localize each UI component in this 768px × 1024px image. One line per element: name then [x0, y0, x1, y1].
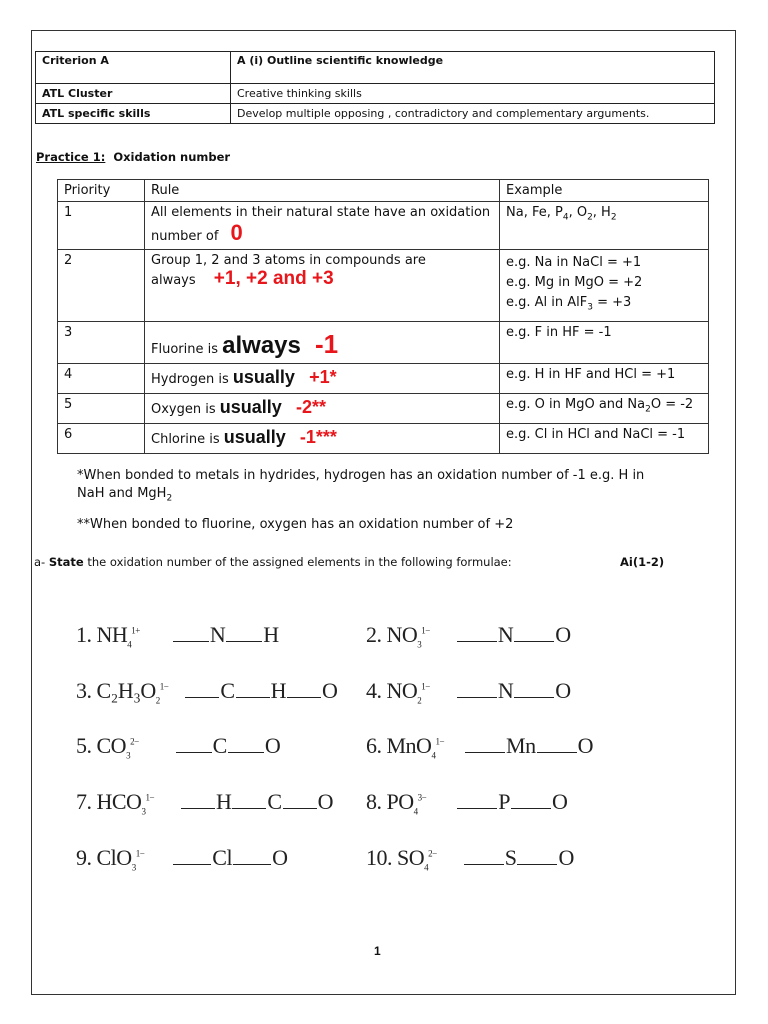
- answer-blank[interactable]: [287, 679, 321, 698]
- formula-number: 7.: [76, 789, 92, 814]
- element-label: O: [555, 678, 571, 703]
- rule-cell: [145, 202, 500, 250]
- priority-cell: 4: [58, 363, 145, 393]
- formula-item-8: [366, 789, 568, 816]
- formula-charge: 1−: [135, 848, 145, 859]
- footnote-oxygen: **When bonded to fluorine, oxygen has an oxidation number of +2: [77, 517, 514, 532]
- rule-text: always: [151, 273, 196, 288]
- practice-label: Practice 1:: [36, 150, 106, 164]
- formula-number: 4.: [366, 678, 382, 703]
- rule-text: All elements in their natural state have an oxidation number of: [151, 205, 491, 244]
- atl-skills-row: [36, 104, 715, 124]
- formula-item-7: [76, 789, 334, 816]
- formula-number: 3.: [76, 678, 92, 703]
- question-text: the oxidation number of the assigned elements in the following formulae:: [83, 555, 512, 569]
- criterion-table: [35, 51, 715, 124]
- example-cell: e.g. Cl in HCl and NaCl = -1: [500, 423, 709, 453]
- element-label: H: [216, 789, 232, 814]
- formula-item-2: [366, 622, 572, 649]
- page-number: 1: [374, 944, 381, 958]
- rule-cell: [145, 250, 500, 322]
- formula-item-3: [76, 678, 338, 705]
- answer-blank[interactable]: [537, 734, 577, 753]
- answer-blank[interactable]: [511, 790, 551, 809]
- element-label: C: [267, 789, 282, 814]
- formula-name: SO: [397, 845, 425, 870]
- example-cell: e.g. F in HF = -1: [500, 321, 709, 363]
- formula-item-1: [76, 622, 280, 649]
- practice-title: Oxidation number: [113, 150, 231, 164]
- question-prefix: a-: [34, 555, 49, 569]
- practice-heading: [36, 150, 230, 164]
- formula-charge: 1+: [131, 625, 140, 636]
- formula-subscript: 3: [141, 806, 146, 817]
- example-cell: [500, 393, 709, 423]
- atl-skills-key: ATL specific skills: [36, 104, 231, 124]
- answer-blank[interactable]: [232, 790, 266, 809]
- atl-cluster-value: Creative thinking skills: [231, 84, 715, 104]
- formula-item-6: [366, 733, 594, 760]
- rule-text: Chlorine is: [151, 431, 220, 447]
- answer-blank[interactable]: [457, 623, 497, 642]
- formula-subscript: 4: [431, 750, 436, 761]
- formula-subscript: 3: [417, 639, 422, 650]
- rules-table: [57, 179, 709, 454]
- answer-blank[interactable]: [173, 846, 211, 865]
- footnote-subscript: 2: [166, 493, 173, 504]
- question-verb: State: [48, 555, 84, 569]
- answer-blank[interactable]: [457, 790, 497, 809]
- formula-subscript: 3: [131, 862, 136, 873]
- element-label: N: [497, 622, 514, 647]
- formula-subscript: 4: [413, 806, 418, 817]
- rules-header-row: [58, 180, 709, 202]
- formula-number: 5.: [76, 733, 92, 758]
- rule-emphasis: always: [222, 331, 301, 359]
- footnote-hydrogen: [77, 467, 644, 508]
- criterion-key: Criterion A: [36, 52, 231, 84]
- header-rule: Rule: [145, 180, 500, 202]
- criterion-row: [36, 52, 715, 84]
- priority-cell: 3: [58, 321, 145, 363]
- element-label: N: [497, 678, 514, 703]
- formula-subscript: 4: [127, 639, 132, 650]
- element-label: C: [220, 678, 235, 703]
- element-label: O: [272, 845, 288, 870]
- formula-subscript: 3: [126, 750, 131, 761]
- formula-name: ClO: [96, 845, 132, 870]
- formula-charge: 2−: [428, 848, 437, 859]
- formula-number: 8.: [366, 789, 382, 814]
- formula-name: NO: [386, 622, 418, 647]
- answer-blank[interactable]: [228, 734, 264, 753]
- formula-number: 2.: [366, 622, 382, 647]
- rule-cell: [145, 321, 500, 363]
- element-label: H: [270, 678, 286, 703]
- assessment-code: Ai(1-2): [620, 555, 665, 569]
- formula-name: MnO: [386, 733, 432, 758]
- formula-subscript: 2: [417, 695, 422, 706]
- rule-row-2: [58, 250, 709, 322]
- answer-blank[interactable]: [457, 679, 497, 698]
- rule-answer: +1, +2 and +3: [213, 268, 334, 289]
- answer-blank[interactable]: [283, 790, 317, 809]
- formula-number: 9.: [76, 845, 92, 870]
- example-text: e.g. Al in AlF: [506, 295, 588, 310]
- answer-blank[interactable]: [173, 623, 209, 642]
- footnote-line: *When bonded to metals in hydrides, hydrogen has an oxidation number of -1 e.g. H in: [77, 468, 645, 483]
- atl-skills-value: Develop multiple opposing , contradictory and complementary arguments.: [231, 104, 715, 124]
- element-label: N: [209, 622, 226, 647]
- example-text: = +3: [592, 295, 632, 310]
- rule-cell: [145, 423, 500, 453]
- answer-blank[interactable]: [233, 846, 271, 865]
- formula-charge: 3−: [417, 792, 427, 803]
- formula-item-5: [76, 733, 281, 760]
- rule-answer: -1***: [299, 426, 337, 447]
- element-label: C: [212, 733, 227, 758]
- formula-item-4: [366, 678, 572, 705]
- priority-cell: 5: [58, 393, 145, 423]
- rule-row-4: [58, 363, 709, 393]
- rule-row-6: [58, 423, 709, 453]
- example-line: e.g. Na in NaCl = +1: [506, 255, 642, 270]
- example-subscript: 3: [587, 302, 593, 313]
- formula-item-9: [76, 845, 288, 872]
- element-label: S: [504, 845, 517, 870]
- formula-charge: 2−: [130, 736, 139, 747]
- footnote-line: [77, 485, 644, 508]
- criterion-value: A (i) Outline scientific knowledge: [231, 52, 715, 84]
- answer-blank[interactable]: [185, 679, 219, 698]
- formula-number: 1.: [76, 622, 92, 647]
- rule-text: Group 1, 2 and 3 atoms in compounds are: [151, 253, 426, 268]
- element-label: O: [555, 622, 571, 647]
- rule-cell: [145, 393, 500, 423]
- atl-cluster-row: [36, 84, 715, 104]
- formula-charge: 1−: [421, 681, 430, 692]
- example-text: O = -2: [650, 396, 694, 412]
- element-label: O: [264, 733, 281, 758]
- answer-blank[interactable]: [464, 846, 504, 865]
- formula-name: C₂H₃O: [96, 678, 156, 703]
- priority-cell: 2: [58, 250, 145, 322]
- example-line: e.g. Mg in MgO = +2: [506, 275, 643, 290]
- footnote-text: NaH and MgH: [77, 486, 167, 501]
- atl-cluster-key: ATL Cluster: [36, 84, 231, 104]
- element-label: O: [577, 733, 593, 758]
- answer-blank[interactable]: [517, 846, 557, 865]
- example-text: e.g. O in MgO and Na: [506, 396, 646, 412]
- rule-text: Oxygen is: [151, 401, 216, 417]
- priority-cell: 6: [58, 423, 145, 453]
- rule-answer: 0: [230, 220, 243, 245]
- rule-answer: -2**: [295, 396, 326, 417]
- formula-number: 10.: [366, 845, 392, 870]
- element-label: P: [498, 789, 510, 814]
- formula-item-10: [366, 845, 575, 872]
- formula-charge: 1−: [435, 736, 445, 747]
- formula-charge: 1−: [159, 681, 169, 692]
- element-label: H: [263, 622, 279, 647]
- answer-blank[interactable]: [236, 679, 270, 698]
- formula-name: NO: [386, 678, 418, 703]
- formula-subscript: 4: [424, 862, 429, 873]
- rule-emphasis: usually: [232, 366, 295, 387]
- element-label: Mn: [506, 733, 536, 758]
- example-line: [506, 293, 702, 318]
- formula-charge: 1−: [145, 792, 155, 803]
- rule-answer: -1: [315, 328, 339, 359]
- rule-row-5: [58, 393, 709, 423]
- header-priority: Priority: [58, 180, 145, 202]
- answer-blank[interactable]: [176, 734, 212, 753]
- rule-text: Fluorine is: [151, 341, 218, 357]
- answer-blank[interactable]: [226, 623, 262, 642]
- question-prompt: [34, 555, 674, 569]
- element-label: Cl: [212, 845, 233, 870]
- answer-blank[interactable]: [514, 679, 554, 698]
- rule-answer: +1*: [309, 366, 337, 387]
- formula-name: CO: [96, 733, 127, 758]
- example-cell: Na, Fe, $P_4$, $O_2$, $H_2$: [500, 202, 709, 250]
- answer-blank[interactable]: [465, 734, 505, 753]
- header-example: Example: [500, 180, 709, 202]
- formula-charge: 1−: [421, 625, 430, 636]
- example-cell: [500, 250, 709, 322]
- formula-name: NH: [96, 622, 128, 647]
- element-label: O: [558, 845, 574, 870]
- element-label: O: [321, 678, 338, 703]
- rule-cell: [145, 363, 500, 393]
- example-subscript: 2: [645, 404, 651, 415]
- priority-cell: 1: [58, 202, 145, 250]
- element-label: O: [551, 789, 568, 814]
- formula-name: HCO: [96, 789, 142, 814]
- formula-subscript: 2: [155, 695, 160, 706]
- rule-text: Hydrogen is: [151, 371, 229, 387]
- formula-name: PO: [386, 789, 414, 814]
- answer-blank[interactable]: [181, 790, 215, 809]
- rule-row-3: [58, 321, 709, 363]
- rule-emphasis: usually: [223, 426, 286, 447]
- element-label: O: [317, 789, 333, 814]
- formula-number: 6.: [366, 733, 382, 758]
- answer-blank[interactable]: [514, 623, 554, 642]
- rule-row-1: [58, 202, 709, 250]
- example-cell: e.g. H in HF and HCl = +1: [500, 363, 709, 393]
- rule-emphasis: usually: [219, 396, 282, 417]
